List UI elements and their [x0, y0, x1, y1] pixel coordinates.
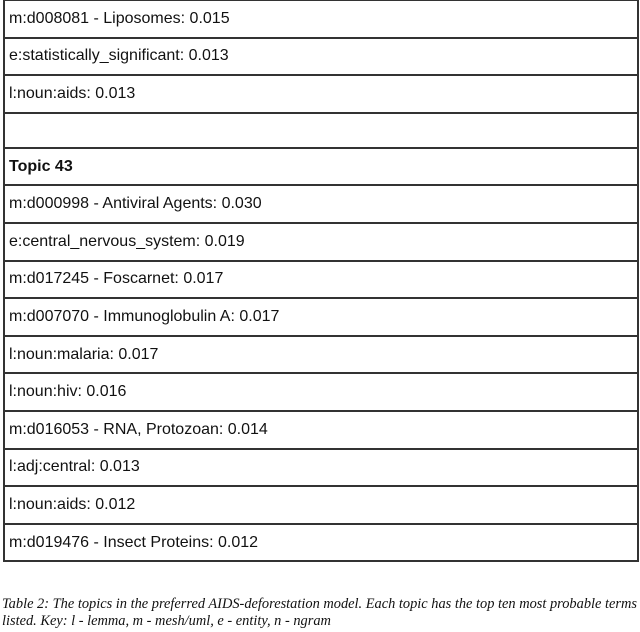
topic-header-row: [4, 148, 638, 186]
term-cell: m:d016053 - RNA, Protozoan: 0.014: [4, 411, 638, 449]
table-caption: Table 2: The topics in the preferred AIDS-deforestation model. Each topic has the top ten most probable terms listed. Key: l - lemma, m - mesh/uml, e - entity, n - ngram: [2, 596, 637, 629]
table-row: [4, 185, 638, 223]
spacer-row: [4, 113, 638, 148]
term-cell: l:noun:aids: 0.012: [4, 486, 638, 524]
table-row: [4, 373, 638, 411]
topic-title: Topic 43: [4, 148, 638, 186]
table-row: [4, 261, 638, 299]
term-cell: m:d008081 - Liposomes: 0.015: [4, 0, 638, 38]
term-cell: m:d000998 - Antiviral Agents: 0.030: [4, 185, 638, 223]
topic-terms-table: [3, 0, 639, 562]
term-cell: m:d017245 - Foscarnet: 0.017: [4, 261, 638, 299]
term-cell: m:d019476 - Insect Proteins: 0.012: [4, 524, 638, 562]
term-cell: m:d007070 - Immunoglobulin A: 0.017: [4, 298, 638, 336]
table-row: [4, 486, 638, 524]
table-row: [4, 449, 638, 487]
table-row: [4, 411, 638, 449]
table-row: [4, 0, 638, 38]
table-row: [4, 223, 638, 261]
table-row: [4, 75, 638, 113]
table-row: [4, 38, 638, 76]
term-cell: l:noun:aids: 0.013: [4, 75, 638, 113]
table-row: [4, 298, 638, 336]
table-row: [4, 524, 638, 562]
term-cell: l:adj:central: 0.013: [4, 449, 638, 487]
table-row: [4, 336, 638, 374]
term-cell: e:central_nervous_system: 0.019: [4, 223, 638, 261]
term-cell: l:noun:hiv: 0.016: [4, 373, 638, 411]
term-cell: l:noun:malaria: 0.017: [4, 336, 638, 374]
term-cell: e:statistically_significant: 0.013: [4, 38, 638, 76]
empty-cell: [4, 113, 638, 148]
